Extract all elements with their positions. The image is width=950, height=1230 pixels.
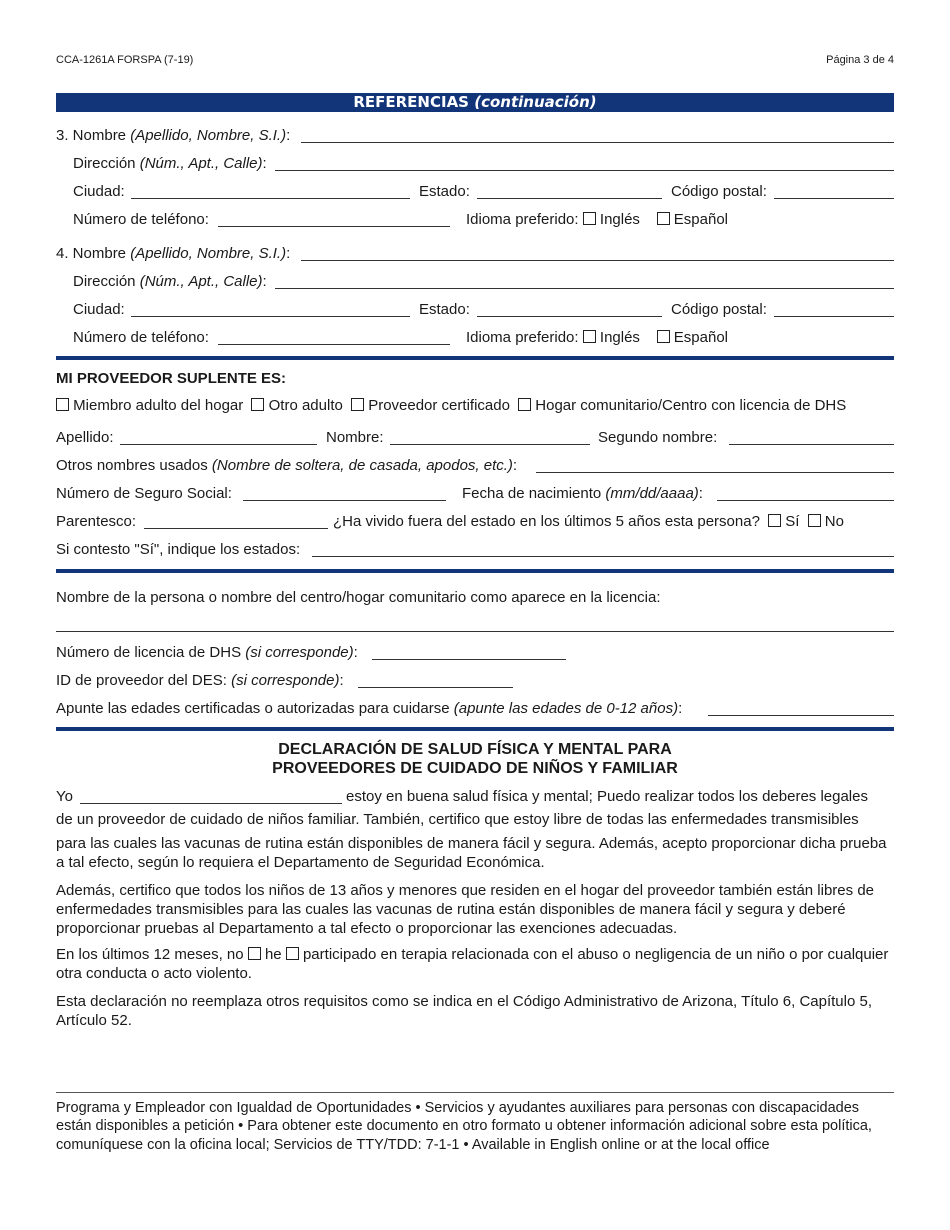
banner-title: REFERENCIAS — [353, 93, 469, 111]
ref3-phone-label: Número de teléfono: — [73, 211, 209, 228]
license-name-field[interactable] — [56, 631, 894, 632]
ref3-english-checkbox[interactable] — [583, 212, 596, 225]
ref4-phone-field[interactable] — [218, 344, 450, 345]
section-divider — [56, 727, 894, 731]
ages-label: Apunte las edades certificadas o autorizadas para cuidarse (apunte las edades de 0-12 años): — [56, 700, 683, 717]
declaration-p3: En los últimos 12 meses, no he participado en terapia relacionada con el abuso o negligencia de un niño o por cualquier otra conducta o acto violento. — [56, 946, 889, 982]
des-provider-field[interactable] — [358, 687, 513, 688]
ref4-zip-label: Código postal: — [671, 301, 767, 318]
therapy-have-checkbox[interactable] — [286, 947, 299, 960]
footer-text: Programa y Empleador con Igualdad de Oportunidades • Servicios y ayudantes auxiliares para personas con discapacidades están disponibles a petición • Para obtener este documento en otro formato u obtener información adicional sobre esta política, comuníquese con la oficina local; Servicios de TTY/TDD: 7-1-1 • Available in English online or at the local office — [56, 1100, 872, 1153]
middle-name-label: Segundo nombre: — [598, 429, 718, 446]
ref3-city-field[interactable] — [131, 198, 410, 199]
if-yes-states-field[interactable] — [312, 556, 894, 557]
other-names-field[interactable] — [536, 472, 894, 473]
declaration-yo: Yo — [56, 788, 73, 805]
declaration-p4: Esta declaración no reemplaza otros requisitos como se indica en el Código Administrativo de Arizona, Título 6, Capítulo 5, Artículo 52. — [56, 993, 872, 1029]
ref3-name-label: 3. Nombre (Apellido, Nombre, S.I.): — [56, 127, 291, 144]
middle-name-field[interactable] — [729, 444, 894, 445]
last-name-label: Apellido: — [56, 429, 114, 446]
substitute-heading: MI PROVEEDOR SUPLENTE ES: — [56, 370, 287, 387]
therapy-no-checkbox[interactable] — [248, 947, 261, 960]
license-name-label: Nombre de la persona o nombre del centro/hogar comunitario como aparece en la licencia: — [56, 589, 661, 606]
lived-outside-no-checkbox[interactable] — [808, 514, 821, 527]
dob-label: Fecha de nacimiento (mm/dd/aaaa): — [462, 485, 703, 502]
footer-divider — [56, 1092, 894, 1093]
ref3-phone-field[interactable] — [218, 226, 450, 227]
dhs-license-field[interactable] — [372, 659, 566, 660]
ref4-phone-label: Número de teléfono: — [73, 329, 209, 346]
if-yes-states-label: Si contesto "Sí", indique los estados: — [56, 541, 301, 558]
declarant-name-field[interactable] — [80, 803, 342, 804]
last-name-field[interactable] — [120, 444, 317, 445]
substitute-options: Miembro adulto del hogar Otro adulto Proveedor certificado Hogar comunitario/Centro con licencia de DHS — [56, 397, 846, 417]
option-licensed-center-checkbox[interactable] — [518, 398, 531, 411]
ref4-address-label: Dirección (Núm., Apt., Calle): — [73, 273, 267, 290]
relationship-field[interactable] — [144, 528, 328, 529]
section-divider — [56, 569, 894, 573]
page-number: Página 3 de 4 — [826, 54, 894, 66]
ref4-state-field[interactable] — [477, 316, 662, 317]
ref4-city-label: Ciudad: — [73, 301, 125, 318]
other-names-label: Otros nombres usados (Nombre de soltera, de casada, apodos, etc.): — [56, 457, 518, 474]
ref4-name-field[interactable] — [301, 260, 894, 261]
ref4-zip-field[interactable] — [774, 316, 894, 317]
declaration-p1-rest: para las cuales las vacunas de rutina están disponibles de manera fácil y segura. Además, acepto proporcionar dicha prueba a tal efecto, según lo requiera el Departamento de Seguridad Económica. — [56, 835, 887, 871]
option-other-adult-checkbox[interactable] — [251, 398, 264, 411]
ages-field[interactable] — [708, 715, 894, 716]
ref3-state-label: Estado: — [419, 183, 470, 200]
ref4-address-field[interactable] — [275, 288, 894, 289]
dhs-license-label: Número de licencia de DHS (si corresponde): — [56, 644, 358, 661]
declaration-p2: Además, certifico que todos los niños de 13 años y menores que residen en el hogar del proveedor también están libres de enfermedades transmisibles para las cuales las vacunas de rutina están disponibles de manera fácil y segura y deberé proporcionar pruebas al Departamento a tal efecto o proporcionar las exenciones adecuadas. — [56, 882, 874, 937]
ref3-address-label: Dirección (Núm., Apt., Calle): — [73, 155, 267, 172]
form-id: CCA-1261A FORSPA (7-19) — [56, 54, 194, 66]
ref4-name-label: 4. Nombre (Apellido, Nombre, S.I.): — [56, 245, 291, 262]
section-divider — [56, 356, 894, 360]
declaration-p1-line2: de un proveedor de cuidado de niños familiar. También, certifico que estoy libre de todas las enfermedades transmisibles — [56, 811, 859, 828]
relationship-label: Parentesco: — [56, 513, 137, 530]
option-certified-provider-checkbox[interactable] — [351, 398, 364, 411]
references-banner — [56, 93, 894, 112]
ssn-field[interactable] — [243, 500, 446, 501]
ref3-state-field[interactable] — [477, 198, 662, 199]
ssn-label: Número de Seguro Social: — [56, 485, 232, 502]
ref3-name-field[interactable] — [301, 142, 894, 143]
des-provider-label: ID de proveedor del DES: (si corresponde): — [56, 672, 344, 689]
option-household-adult-checkbox[interactable] — [56, 398, 69, 411]
lived-outside-yes-checkbox[interactable] — [768, 514, 781, 527]
ref4-spanish-checkbox[interactable] — [657, 330, 670, 343]
lived-outside-question: ¿Ha vivido fuera del estado en los últimos 5 años esta persona? Sí No — [333, 513, 844, 530]
ref3-spanish-checkbox[interactable] — [657, 212, 670, 225]
declaration-title-line1: DECLARACIÓN DE SALUD FÍSICA Y MENTAL PARA — [278, 741, 672, 758]
declaration-p1-line1: estoy en buena salud física y mental; Puedo realizar todos los deberes legales — [346, 788, 868, 805]
dob-field[interactable] — [717, 500, 894, 501]
ref3-zip-label: Código postal: — [671, 183, 767, 200]
first-name-field[interactable] — [390, 444, 590, 445]
first-name-label: Nombre: — [326, 429, 384, 446]
ref3-zip-field[interactable] — [774, 198, 894, 199]
ref4-english-checkbox[interactable] — [583, 330, 596, 343]
ref3-address-field[interactable] — [275, 170, 894, 171]
ref4-language: Idioma preferido: Inglés Español — [466, 329, 728, 346]
declaration-title-line2: PROVEEDORES DE CUIDADO DE NIÑOS Y FAMILIAR — [272, 760, 678, 777]
ref3-city-label: Ciudad: — [73, 183, 125, 200]
ref4-city-field[interactable] — [131, 316, 410, 317]
banner-subtitle: (continuación) — [474, 93, 597, 111]
ref4-state-label: Estado: — [419, 301, 470, 318]
ref3-language: Idioma preferido: Inglés Español — [466, 211, 728, 228]
